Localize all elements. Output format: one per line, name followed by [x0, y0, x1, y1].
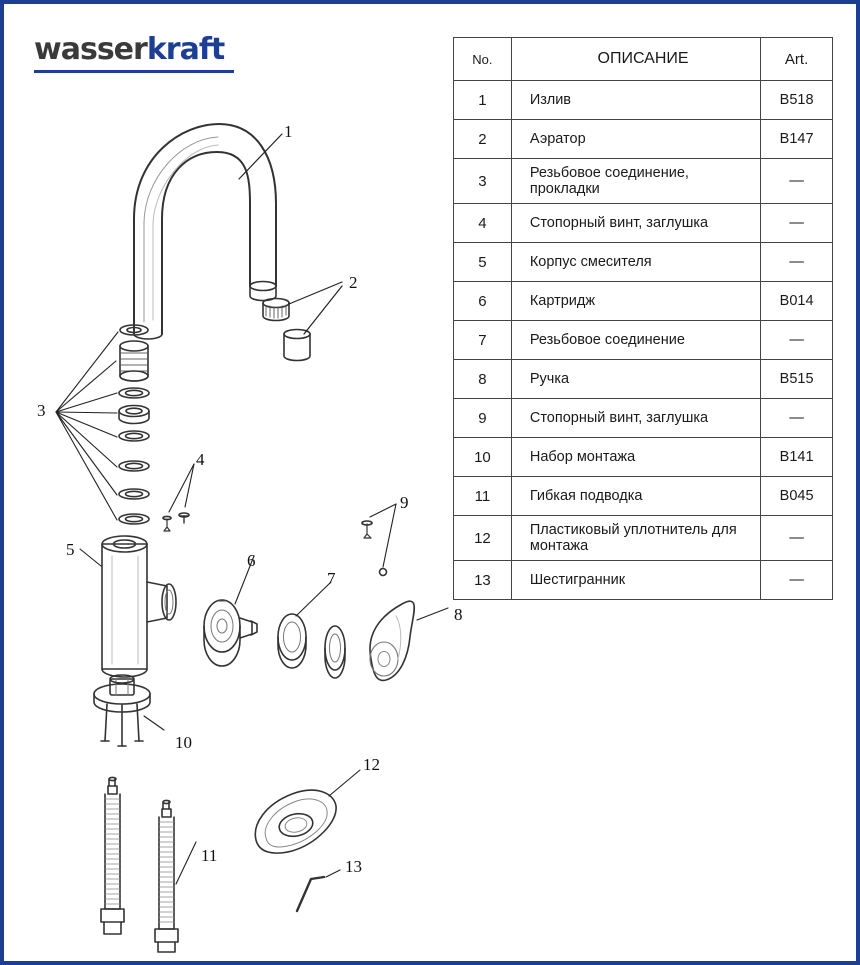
cell-desc: Набор монтажа: [511, 438, 760, 477]
cell-no: 5: [454, 243, 512, 282]
cell-no: 9: [454, 399, 512, 438]
cell-desc: Шестигранник: [511, 561, 760, 600]
callout-13: 13: [345, 857, 362, 876]
callout-5: 5: [66, 540, 75, 559]
cell-no: 8: [454, 360, 512, 399]
brand-name-wasser: wasser: [34, 32, 147, 67]
cell-no: 13: [454, 561, 512, 600]
callout-11: 11: [201, 846, 218, 865]
cell-desc: Резьбовое соединение, прокладки: [511, 159, 760, 204]
cell-art: —: [761, 159, 833, 204]
cell-art: B518: [761, 81, 833, 120]
callout-12: 12: [363, 755, 380, 774]
column-header-no: No.: [454, 38, 512, 81]
cell-no: 12: [454, 516, 512, 561]
cell-art: B014: [761, 282, 833, 321]
cell-art: —: [761, 204, 833, 243]
callout-2: 2: [349, 273, 358, 292]
callout-3: 3: [37, 401, 46, 420]
cell-desc: Корпус смесителя: [511, 243, 760, 282]
callout-8: 8: [454, 605, 463, 624]
callout-4: 4: [196, 450, 205, 469]
faucet-exploded-diagram: [4, 4, 860, 965]
column-header-art: Art.: [761, 38, 833, 81]
cell-desc: Картридж: [511, 282, 760, 321]
cell-desc: Пластиковый уплотнитель для монтажа: [511, 516, 760, 561]
cell-no: 2: [454, 120, 512, 159]
callout-7: 7: [327, 569, 336, 588]
cell-no: 6: [454, 282, 512, 321]
cell-desc: Аэратор: [511, 120, 760, 159]
cell-art: B515: [761, 360, 833, 399]
cell-no: 10: [454, 438, 512, 477]
cell-no: 7: [454, 321, 512, 360]
brand-name-kraft: kraft: [146, 32, 225, 67]
cell-no: 4: [454, 204, 512, 243]
cell-art: B147: [761, 120, 833, 159]
cell-desc: Излив: [511, 81, 760, 120]
cell-desc: Стопорный винт, заглушка: [511, 399, 760, 438]
cell-art: B141: [761, 438, 833, 477]
callout-9: 9: [400, 493, 409, 512]
cell-art: —: [761, 321, 833, 360]
cell-no: 3: [454, 159, 512, 204]
callout-10: 10: [175, 733, 192, 752]
callout-6: 6: [247, 551, 256, 570]
cell-desc: Гибкая подводка: [511, 477, 760, 516]
cell-art: —: [761, 399, 833, 438]
cell-art: B045: [761, 477, 833, 516]
cell-no: 11: [454, 477, 512, 516]
cell-art: —: [761, 561, 833, 600]
callout-1: 1: [284, 122, 293, 141]
cell-desc: Ручка: [511, 360, 760, 399]
cell-art: —: [761, 243, 833, 282]
column-header-description: ОПИСАНИЕ: [511, 38, 760, 81]
cell-desc: Стопорный винт, заглушка: [511, 204, 760, 243]
cell-art: —: [761, 516, 833, 561]
cell-no: 1: [454, 81, 512, 120]
cell-desc: Резьбовое соединение: [511, 321, 760, 360]
